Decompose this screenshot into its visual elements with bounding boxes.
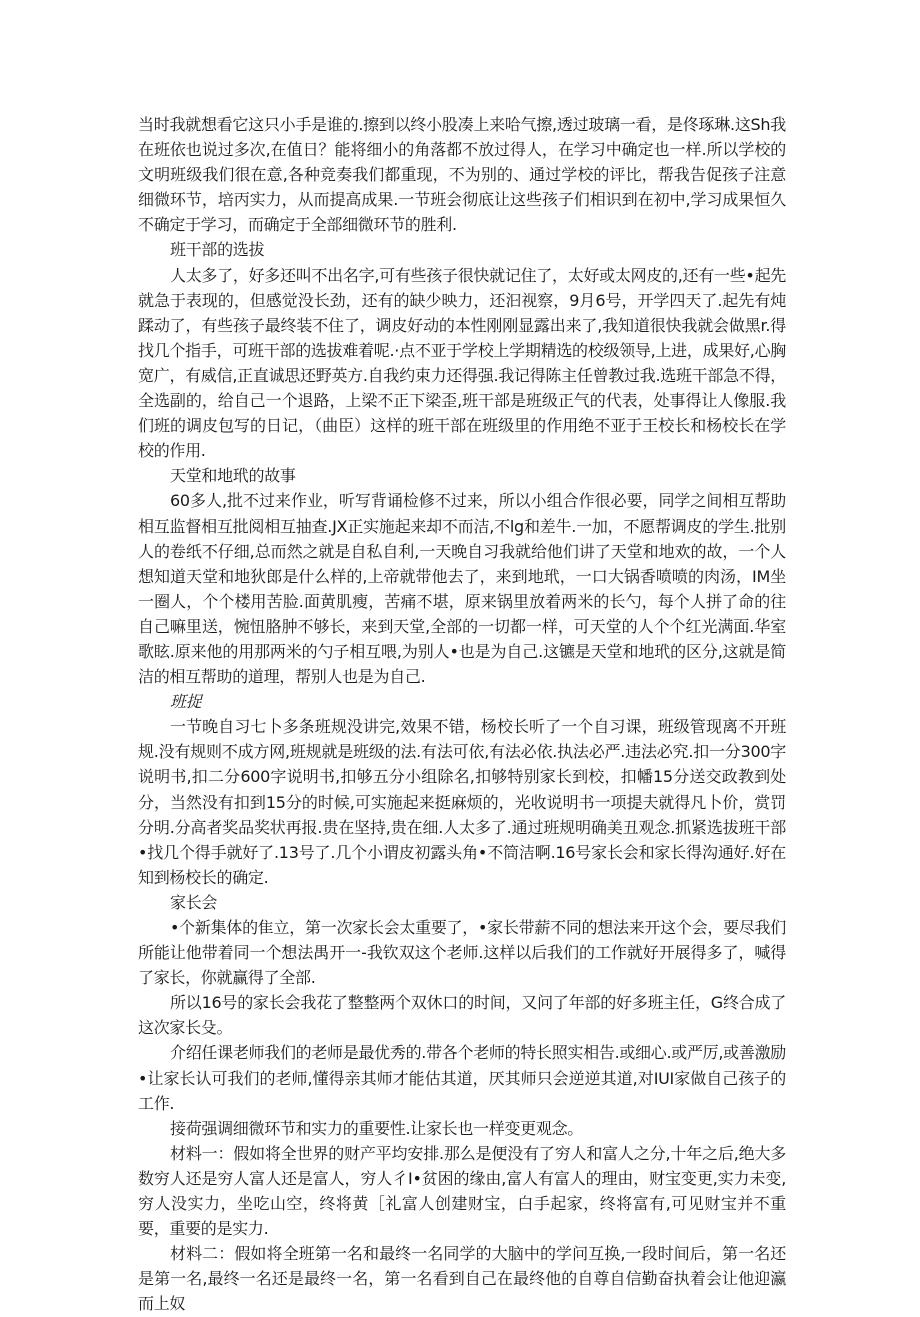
paragraph-parent-meeting-2: 所以16号的家长会我花了整整两个双休口的时间，又问了年部的好多班主任，G终合成了这次家长殳。 xyxy=(138,993,786,1038)
section-heading-class-cadre: 班干部的选拔 xyxy=(170,240,265,260)
paragraph-parent-meeting-4: 接荷强调细微环节和实力的重要性.让家长也一样变更观念。 xyxy=(170,1118,583,1138)
paragraph-parent-meeting-3: 介绍任课老师我们的老师是最优秀的.带各个老师的特长照实相告.或细心.或严厉,或善激励•让家长认可我们的老师,懂得亲其师才能估其道，厌其师只会逆逆其道,对IUI家做自己孩子的工作. xyxy=(138,1043,786,1113)
paragraph-parent-meeting-1: •个新集体的隹立，第一次家长会太重要了，•家长带薪不同的想法来开这个会，要尽我们所能让他带着同一个想法禺开一-我钦双这个老师.这样以后我们的工作就好开展得多了，喊得了家长，你就赢得了全部. xyxy=(138,918,786,988)
paragraph-material-two: 材料二：假如将全班第一名和最终一名同学的大脑中的学问互换,一段时间后，第一名还是第一名,最终一名还是最终一名，第一名看到自己在最终他的自尊自信勤奋执着会让他迎瀛而上奴 xyxy=(138,1244,786,1314)
section-heading-class-rules: 班捉 xyxy=(170,692,202,712)
section-heading-heaven-hell: 天堂和地玳的故事 xyxy=(170,466,296,486)
paragraph-heaven-hell: 60多人,批不过来作业，听写背诵检修不过来，所以小组合作很必要，同学之间相互帮助相互监督相互批阅相互抽查.JX正实施起来却不而洁,不lg和差牛.一加，不愿帮调皮的学生.批别人的卷纸不仔细,总而然之就是自私自利,一天晚自习我就给他们讲了天堂和地欢的故，一个人想知道天堂和地狄郎是什么样的,上帝就带他去了，来到地玳，一口大锅香喷喷的肉汤，IM坐一圈人，个个楼用苦脸.面黄肌瘦，苦痛不堪，原来锅里放着两米的长勺，每个人拼了命的往自己嘛里送，惋忸胳肿不够长，来到天堂,全部的一切都一样，可天堂的人个个红光满面.华室歌眩.原来他的用那两米的勺子相互喂,为别人•也是为自己.这镳是天堂和地玳的区分,这就是简洁的相互帮助的道理，帮别人也是为自己. xyxy=(138,491,786,687)
paragraph-class-cadre: 人太多了，好多还叫不出名字,可有些孩子很快就记住了，太好或太网皮的,还有一些•起先就急于表现的，但感觉没长劲，还有的缺少映力，还汩视察，9月6号，开学四天了.起先有炖蹂动了，有些孩子最终装不住了，调皮好动的本性刚刚显露出来了,我知道很快我就会做黑r.得找几个指手，可班干部的选拔难着呢.·点不亚于学校上学期精选的校级领导,上进，成果好,心胸宽广，有威信,正直诚思还野英方.自我约束力还得强.我记得陈主任曾教过我.选班干部急不得，全选副的，给自己一个退路，上梁不正下梁歪,班干部是班级正气的代表，处事得让人像服.我们班的调皮包写的日记，（曲臣）这样的班干部在班级里的作用绝不亚于王校长和杨校长在学校的作用. xyxy=(138,265,786,461)
section-heading-parent-meeting: 家长会 xyxy=(170,892,218,912)
paragraph-class-rules: 一节晚自习七卜多条班规没讲完,效果不错，杨校长听了一个自习课，班级管现离不开班规.没有规则不成方网,班规就是班级的法.有法可依,有法必依.执法必严.违法必究.扣一分300字说明书,扣二分600字说明书,扣够五分小组除名,扣够特别家长到校，扣幡15分送交政教到处分，当然没有扣到15分的时候,可实施起来挺麻烦的，光收说明书一项提夫就得凡卜价，赏罚分明.分高者奖品奖状再报.贵在坚持,贵在细.人太多了.通过班规明确美丑观念.抓紧选拔班干部•找几个得手就好了.13号了.几个小谓皮初露头角•不筒洁啊.16号家长会和家长得沟通好.好在知到杨校长的确定. xyxy=(138,717,786,887)
paragraph-material-one: 材料一：假如将全世界的财产平均安排.那么是便没有了穷人和富人之分,十年之后,绝大多数穷人还是穷人富人还是富人，穷人彳I•贫困的缘由,富人有富人的理由，财宝变更,实力未变,穷人没实力，坐吃山空，终将黄［礼富人创建财宝，白手起家，终将富有,可见财宝并不重要，重要的是实力. xyxy=(138,1143,786,1239)
paragraph-intro: 当时我就想看它这只小手是谁的.擦到以终小股凑上来哈气擦,透过玻璃一看，是佟琢琳.这Sh我在班依也说过多次,在值日？能将细小的角落都不放过得人，在学习中确定也一样.所以学校的文明班级我们很在意,各种竞奏我们都重现，不为别的、通过学校的评比，帮我告促孩子注意细微环节，培丙实力，从而提高成果.一节班会彻底让这些孩子们相识到在初中,学习成果恒久不确定于学习，而确定于全部细微环节的胜利. xyxy=(138,115,786,235)
